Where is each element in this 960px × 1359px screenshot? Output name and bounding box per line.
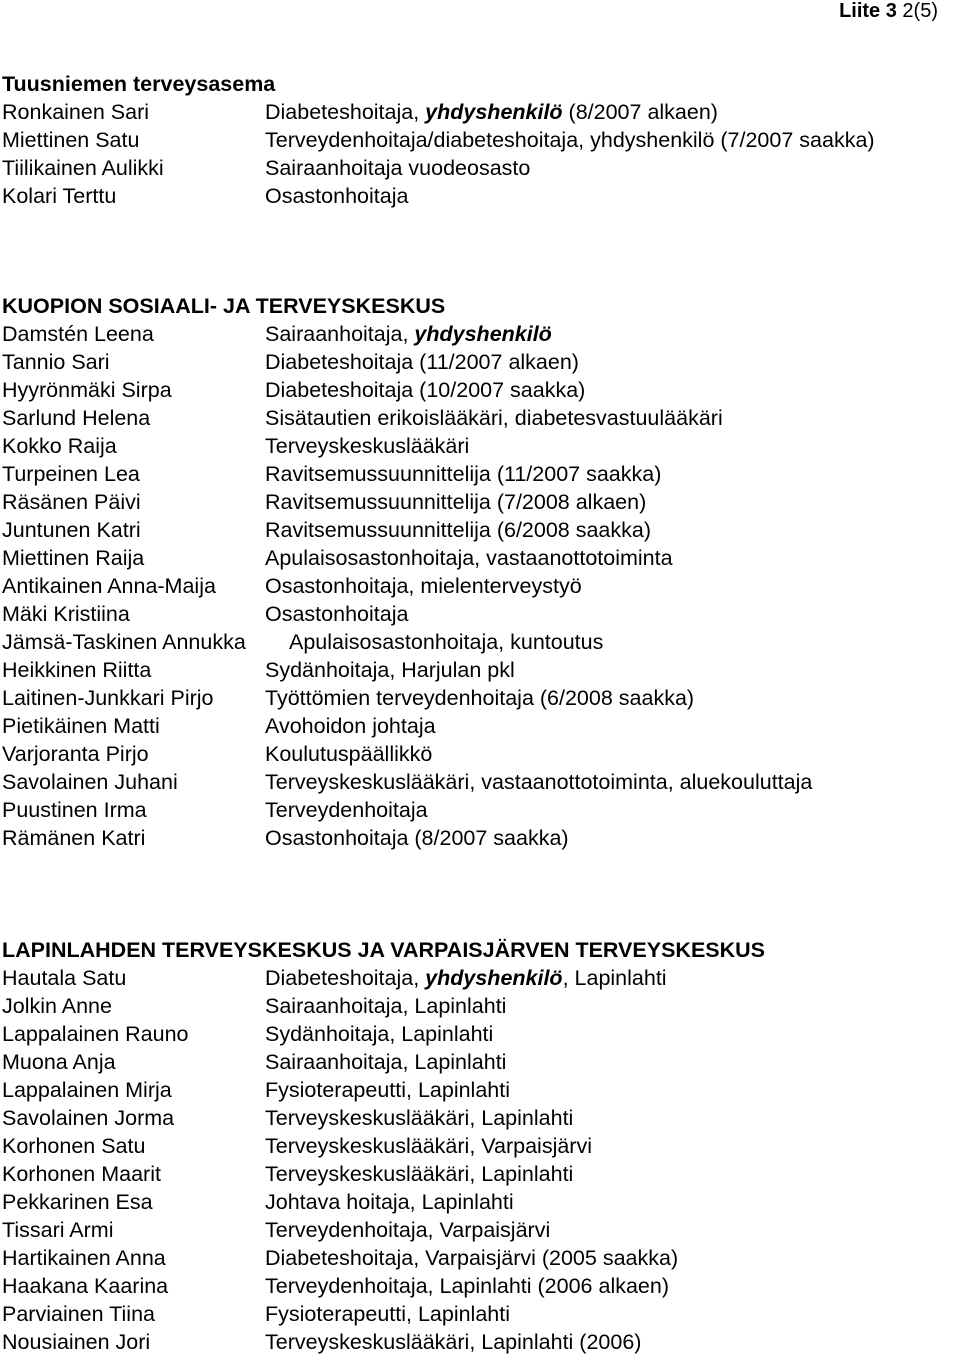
staff-name: Sarlund Helena (2, 406, 151, 430)
section-lapinlahti-varpaisjarvi (2, 936, 958, 1356)
staff-row (2, 628, 958, 656)
staff-row (2, 1272, 958, 1300)
section-heading: KUOPION SOSIAALI- JA TERVEYSKESKUS (2, 294, 446, 318)
role-text: Sydänhoitaja, Lapinlahti (265, 1022, 494, 1046)
staff-name: Mäki Kristiina (2, 602, 130, 626)
role-text: Sairaanhoitaja, Lapinlahti (265, 1050, 507, 1074)
staff-name: Ronkainen Sari (2, 100, 150, 124)
role-text: Osastonhoitaja (265, 602, 409, 626)
staff-role (265, 740, 432, 768)
staff-row (2, 182, 958, 210)
contact-person-emphasis: yhdyshenkilö (414, 322, 552, 346)
role-text: Terveydenhoitaja/diabeteshoitaja, yhdyshenkilö (7/2007 saakka) (265, 128, 875, 152)
staff-row (2, 1020, 958, 1048)
staff-name: Tissari Armi (2, 1218, 114, 1242)
staff-role (265, 1188, 514, 1216)
staff-row (2, 992, 958, 1020)
section-heading: Tuusniemen terveysasema (2, 72, 276, 96)
role-text: Terveyskeskuslääkäri (265, 434, 470, 458)
staff-row (2, 600, 958, 628)
staff-row (2, 964, 958, 992)
staff-role (289, 628, 603, 656)
staff-row (2, 1160, 958, 1188)
role-text: Diabeteshoitaja (10/2007 saakka) (265, 378, 586, 402)
staff-name: Lappalainen Rauno (2, 1022, 189, 1046)
staff-role (265, 488, 646, 516)
staff-row (2, 488, 958, 516)
staff-row (2, 684, 958, 712)
staff-role (265, 516, 651, 544)
staff-row (2, 656, 958, 684)
staff-row (2, 1328, 958, 1356)
staff-role (265, 1048, 506, 1076)
staff-role (265, 684, 694, 712)
staff-row (2, 404, 958, 432)
staff-row (2, 432, 958, 460)
staff-role (265, 768, 812, 796)
role-text: Fysioterapeutti, Lapinlahti (265, 1078, 511, 1102)
staff-name: Juntunen Katri (2, 518, 141, 542)
staff-name: Pietikäinen Matti (2, 714, 160, 738)
staff-row (2, 1076, 958, 1104)
staff-name: Tiilikainen Aulikki (2, 156, 164, 180)
staff-row (2, 320, 958, 348)
contact-person-emphasis: yhdyshenkilö (425, 100, 563, 124)
role-text: Ravitsemussuunnittelija (7/2008 alkaen) (265, 490, 647, 514)
staff-role (265, 404, 723, 432)
staff-name: Miettinen Satu (2, 128, 140, 152)
staff-name: Nousiainen Jori (2, 1330, 151, 1354)
staff-role (265, 460, 661, 488)
staff-name: Räsänen Päivi (2, 490, 141, 514)
staff-name: Korhonen Maarit (2, 1162, 161, 1186)
staff-row (2, 1132, 958, 1160)
staff-role (265, 1104, 573, 1132)
staff-role (265, 544, 673, 572)
staff-name: Puustinen Irma (2, 798, 147, 822)
staff-name: Antikainen Anna-Maija (2, 574, 216, 598)
staff-role (265, 712, 436, 740)
staff-role (265, 1020, 493, 1048)
staff-row (2, 1188, 958, 1216)
staff-name: Turpeinen Lea (2, 462, 140, 486)
staff-name: Lappalainen Mirja (2, 1078, 172, 1102)
role-text: Sydänhoitaja, Harjulan pkl (265, 658, 515, 682)
role-text: Diabeteshoitaja, (265, 966, 426, 990)
staff-name: Laitinen-Junkkari Pirjo (2, 686, 214, 710)
staff-role (265, 1272, 669, 1300)
staff-row (2, 1300, 958, 1328)
staff-name: Parviainen Tiina (2, 1302, 155, 1326)
role-text: Ravitsemussuunnittelija (11/2007 saakka) (265, 462, 662, 486)
staff-row (2, 376, 958, 404)
staff-row (2, 824, 958, 852)
role-text: Terveyskeskuslääkäri, Lapinlahti (265, 1162, 574, 1186)
staff-row (2, 460, 958, 488)
staff-role (265, 572, 582, 600)
role-text: Osastonhoitaja, mielenterveystyö (265, 574, 582, 598)
staff-name: Muona Anja (2, 1050, 116, 1074)
staff-role (265, 964, 667, 992)
page-number: 2(5) (902, 0, 938, 22)
staff-name: Miettinen Raija (2, 546, 145, 570)
staff-row (2, 126, 958, 154)
staff-row (2, 544, 958, 572)
staff-row (2, 1244, 958, 1272)
staff-name: Varjoranta Pirjo (2, 742, 149, 766)
staff-row (2, 154, 958, 182)
staff-name: Damstén Leena (2, 322, 154, 346)
role-text: Terveydenhoitaja, Lapinlahti (2006 alkaen) (265, 1274, 669, 1298)
staff-name: Savolainen Jorma (2, 1106, 175, 1130)
role-text: Osastonhoitaja (265, 184, 409, 208)
section-heading: LAPINLAHDEN TERVEYSKESKUS JA VARPAISJÄRVEN TERVEYSKESKUS (2, 938, 766, 962)
staff-name: Rämänen Katri (2, 826, 146, 850)
staff-role (265, 126, 875, 154)
role-text: Avohoidon johtaja (265, 714, 436, 738)
staff-name: Jolkin Anne (2, 994, 112, 1018)
staff-row (2, 1048, 958, 1076)
staff-role (265, 600, 408, 628)
staff-name: Hautala Satu (2, 966, 127, 990)
staff-row (2, 768, 958, 796)
staff-row (2, 98, 958, 126)
role-text: Työttömien terveydenhoitaja (6/2008 saakka) (265, 686, 695, 710)
staff-name: Hyyrönmäki Sirpa (2, 378, 172, 402)
staff-row (2, 348, 958, 376)
staff-name: Kolari Terttu (2, 184, 117, 208)
staff-list (2, 320, 958, 852)
staff-role (265, 1160, 573, 1188)
staff-role (265, 656, 515, 684)
appendix-label: Liite 3 (839, 0, 897, 22)
staff-name: Hartikainen Anna (2, 1246, 166, 1270)
role-text: Johtava hoitaja, Lapinlahti (265, 1190, 514, 1214)
role-text: Terveyskeskuslääkäri, Lapinlahti (2006) (265, 1330, 642, 1354)
staff-role (265, 1076, 510, 1104)
role-text: Koulutuspäällikkö (265, 742, 433, 766)
staff-name: Haakana Kaarina (2, 1274, 169, 1298)
role-text: Sairaanhoitaja, (265, 322, 415, 346)
staff-name: Kokko Raija (2, 434, 117, 458)
role-suffix: (8/2007 alkaen) (562, 100, 718, 124)
role-text: Diabeteshoitaja, Varpaisjärvi (2005 saakka) (265, 1246, 679, 1270)
staff-row (2, 712, 958, 740)
staff-list (2, 964, 958, 1356)
staff-row (2, 740, 958, 768)
role-text: Ravitsemussuunnittelija (6/2008 saakka) (265, 518, 652, 542)
staff-role (265, 1216, 550, 1244)
role-text: Diabeteshoitaja, (265, 100, 426, 124)
staff-name: Savolainen Juhani (2, 770, 178, 794)
staff-role (265, 796, 428, 824)
staff-role (265, 182, 408, 210)
staff-role (265, 1328, 641, 1356)
staff-role (265, 1132, 592, 1160)
staff-role (265, 348, 579, 376)
role-text: Terveyskeskuslääkäri, Varpaisjärvi (265, 1134, 592, 1158)
page-label (839, 0, 938, 23)
staff-name: Jämsä-Taskinen Annukka (2, 630, 246, 654)
staff-name: Heikkinen Riitta (2, 658, 152, 682)
staff-role (265, 992, 506, 1020)
staff-row (2, 1104, 958, 1132)
role-text: Apulaisosastonhoitaja, vastaanottotoiminta (265, 546, 673, 570)
staff-list (2, 98, 958, 210)
staff-row (2, 516, 958, 544)
staff-role (265, 432, 469, 460)
role-text: Terveyskeskuslääkäri, vastaanottotoiminta, aluekouluttaja (265, 770, 813, 794)
contact-person-emphasis: yhdyshenkilö (425, 966, 563, 990)
role-text: Sisätautien erikoislääkäri, diabetesvastuulääkäri (265, 406, 723, 430)
staff-name: Tannio Sari (2, 350, 110, 374)
role-text: Diabeteshoitaja (11/2007 alkaen) (265, 350, 579, 374)
staff-name: Korhonen Satu (2, 1134, 146, 1158)
staff-row (2, 572, 958, 600)
role-text: Sairaanhoitaja vuodeosasto (265, 156, 531, 180)
staff-row (2, 1216, 958, 1244)
role-text: Osastonhoitaja (8/2007 saakka) (265, 826, 569, 850)
staff-role (265, 154, 530, 182)
role-text: Terveyskeskuslääkäri, Lapinlahti (265, 1106, 574, 1130)
staff-role (265, 1244, 678, 1272)
staff-name: Pekkarinen Esa (2, 1190, 153, 1214)
staff-role (265, 1300, 510, 1328)
staff-role (265, 824, 569, 852)
staff-row (2, 796, 958, 824)
staff-role (265, 98, 718, 126)
section-kuopio (2, 292, 958, 852)
staff-role (265, 320, 552, 348)
role-text: Terveydenhoitaja (265, 798, 428, 822)
staff-role (265, 376, 585, 404)
role-text: Fysioterapeutti, Lapinlahti (265, 1302, 511, 1326)
section-tuusniemi (2, 70, 958, 210)
role-suffix: , Lapinlahti (562, 966, 667, 990)
role-text: Sairaanhoitaja, Lapinlahti (265, 994, 507, 1018)
role-text: Apulaisosastonhoitaja, kuntoutus (289, 630, 604, 654)
role-text: Terveydenhoitaja, Varpaisjärvi (265, 1218, 551, 1242)
